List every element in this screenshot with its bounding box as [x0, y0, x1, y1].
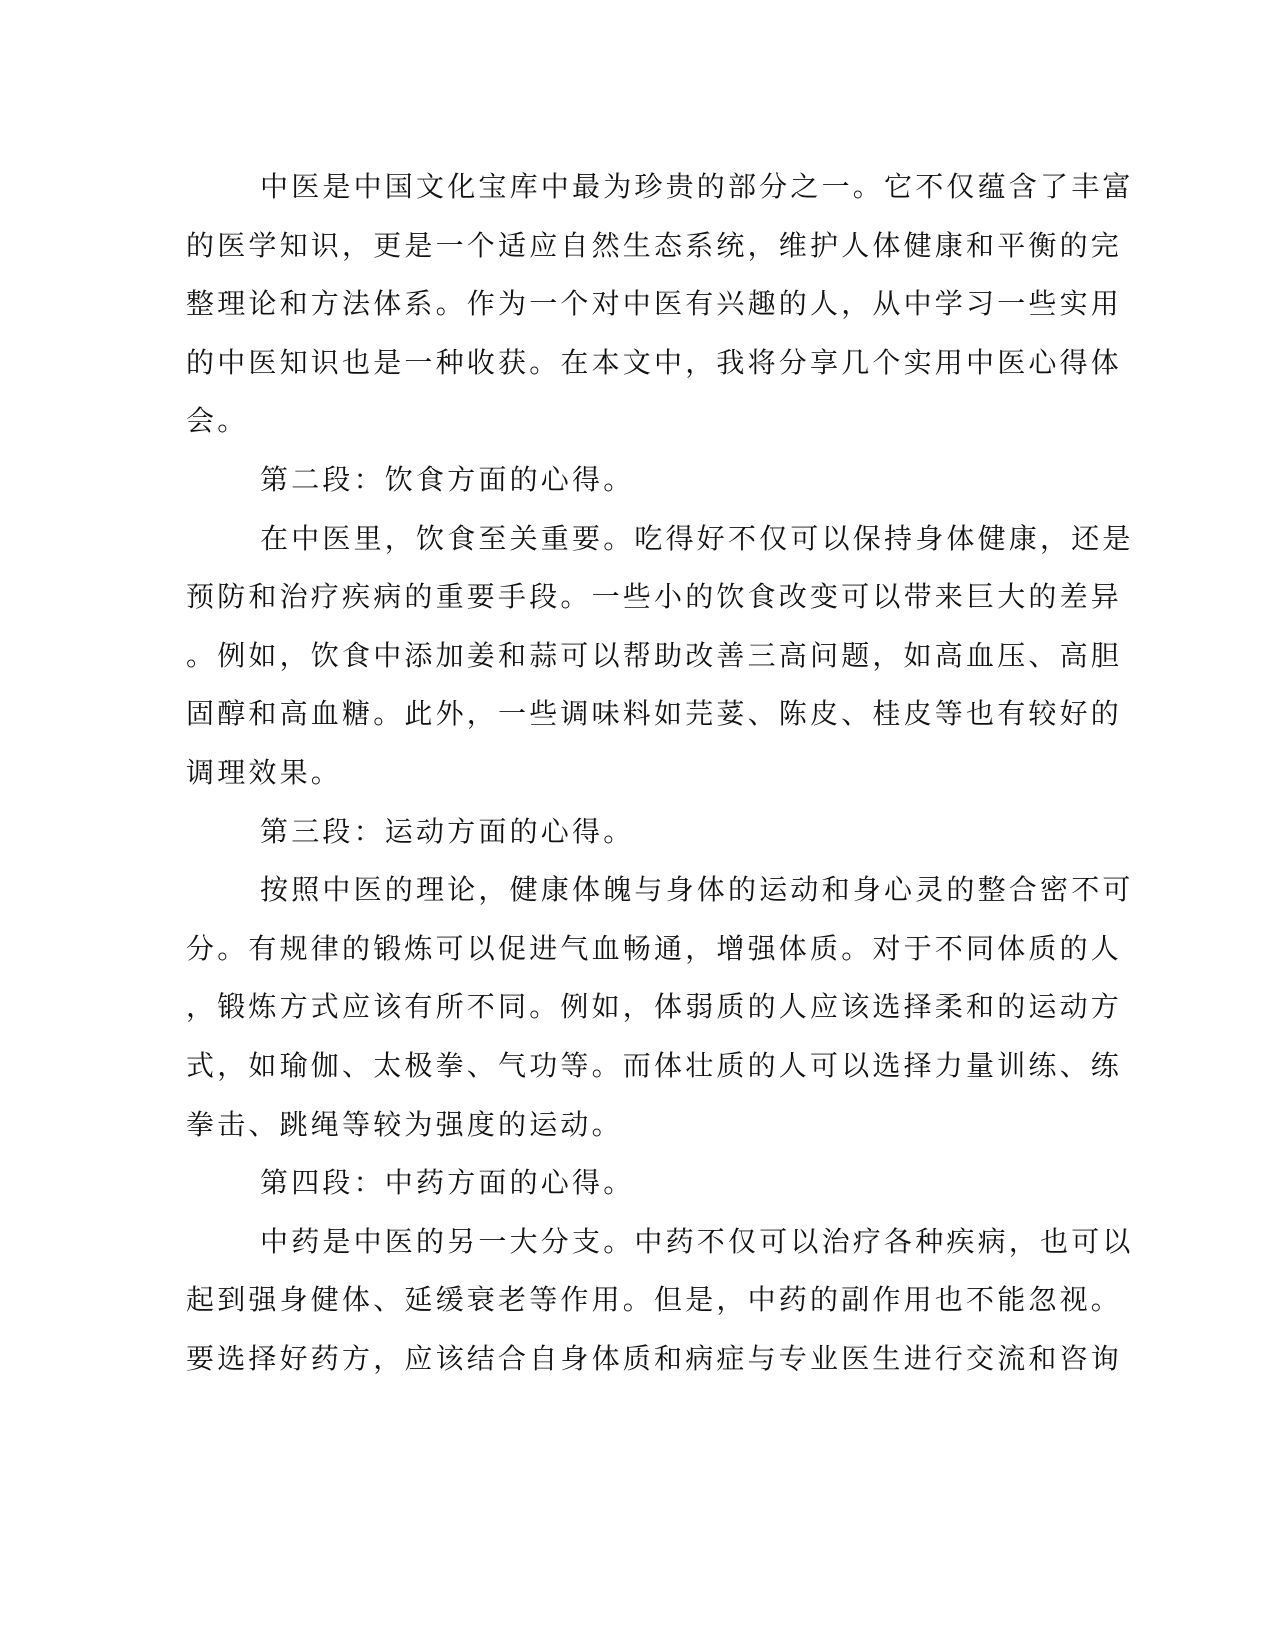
text-line: 的医学知识，更是一个适应自然生态系统，维护人体健康和平衡的完 [186, 228, 1123, 262]
text-line: 调理效果。 [186, 755, 343, 789]
text-line: 中医是中国文化宝库中最为珍贵的部分之一。它不仅蕴含了丰富 [260, 170, 1134, 203]
text-line: 预防和治疗疾病的重要手段。一些小的饮食改变可以带来巨大的差异 [186, 580, 1123, 614]
text-line: 固醇和高血糖。此外，一些调味料如芫荽、陈皮、桂皮等也有较好的 [186, 697, 1123, 731]
text-line: 按照中医的理论，健康体魄与身体的运动和身心灵的整合密不可 [260, 873, 1134, 907]
section-heading-diet [186, 451, 1056, 510]
herbs-paragraph [186, 1213, 1134, 1389]
section-heading: 第二段：饮食方面的心得。 [260, 462, 635, 496]
text-line: 分。有规律的锻炼可以促进气血畅通，增强体质。对于不同体质的人 [186, 931, 1123, 965]
document-body [186, 158, 1134, 1388]
text-line: 在中医里，饮食至关重要。吃得好不仅可以保持身体健康，还是 [260, 521, 1134, 555]
text-line: 中药是中医的另一大分支。中药不仅可以治疗各种疾病，也可以 [260, 1224, 1134, 1258]
exercise-paragraph [186, 861, 1134, 1154]
text-line: 整理论和方法体系。作为一个对中医有兴趣的人，从中学习一些实用 [186, 287, 1123, 321]
section-heading-herbs [186, 1154, 1056, 1213]
section-heading: 第三段：运动方面的心得。 [260, 814, 635, 848]
text-line: ，锻炼方式应该有所不同。例如，体弱质的人应该选择柔和的运动方 [186, 990, 1123, 1024]
text-line: 要选择好药方，应该结合自身体质和病症与专业医生进行交流和咨询 [186, 1341, 1123, 1375]
text-line: 。例如，饮食中添加姜和蒜可以帮助改善三高问题，如高血压、高胆 [186, 638, 1123, 672]
text-line: 起到强身健体、延缓衰老等作用。但是，中药的副作用也不能忽视。 [186, 1283, 1123, 1317]
section-heading: 第四段：中药方面的心得。 [260, 1166, 635, 1200]
text-line: 拳击、跳绳等较为强度的运动。 [186, 1107, 623, 1141]
diet-paragraph [186, 510, 1134, 803]
section-heading-exercise [186, 803, 1056, 862]
text-line: 会。 [186, 404, 249, 438]
text-line: 式，如瑜伽、太极拳、气功等。而体壮质的人可以选择力量训练、练 [186, 1048, 1123, 1082]
text-line: 的中医知识也是一种收获。在本文中，我将分享几个实用中医心得体 [186, 345, 1123, 379]
intro-paragraph [186, 158, 1134, 451]
